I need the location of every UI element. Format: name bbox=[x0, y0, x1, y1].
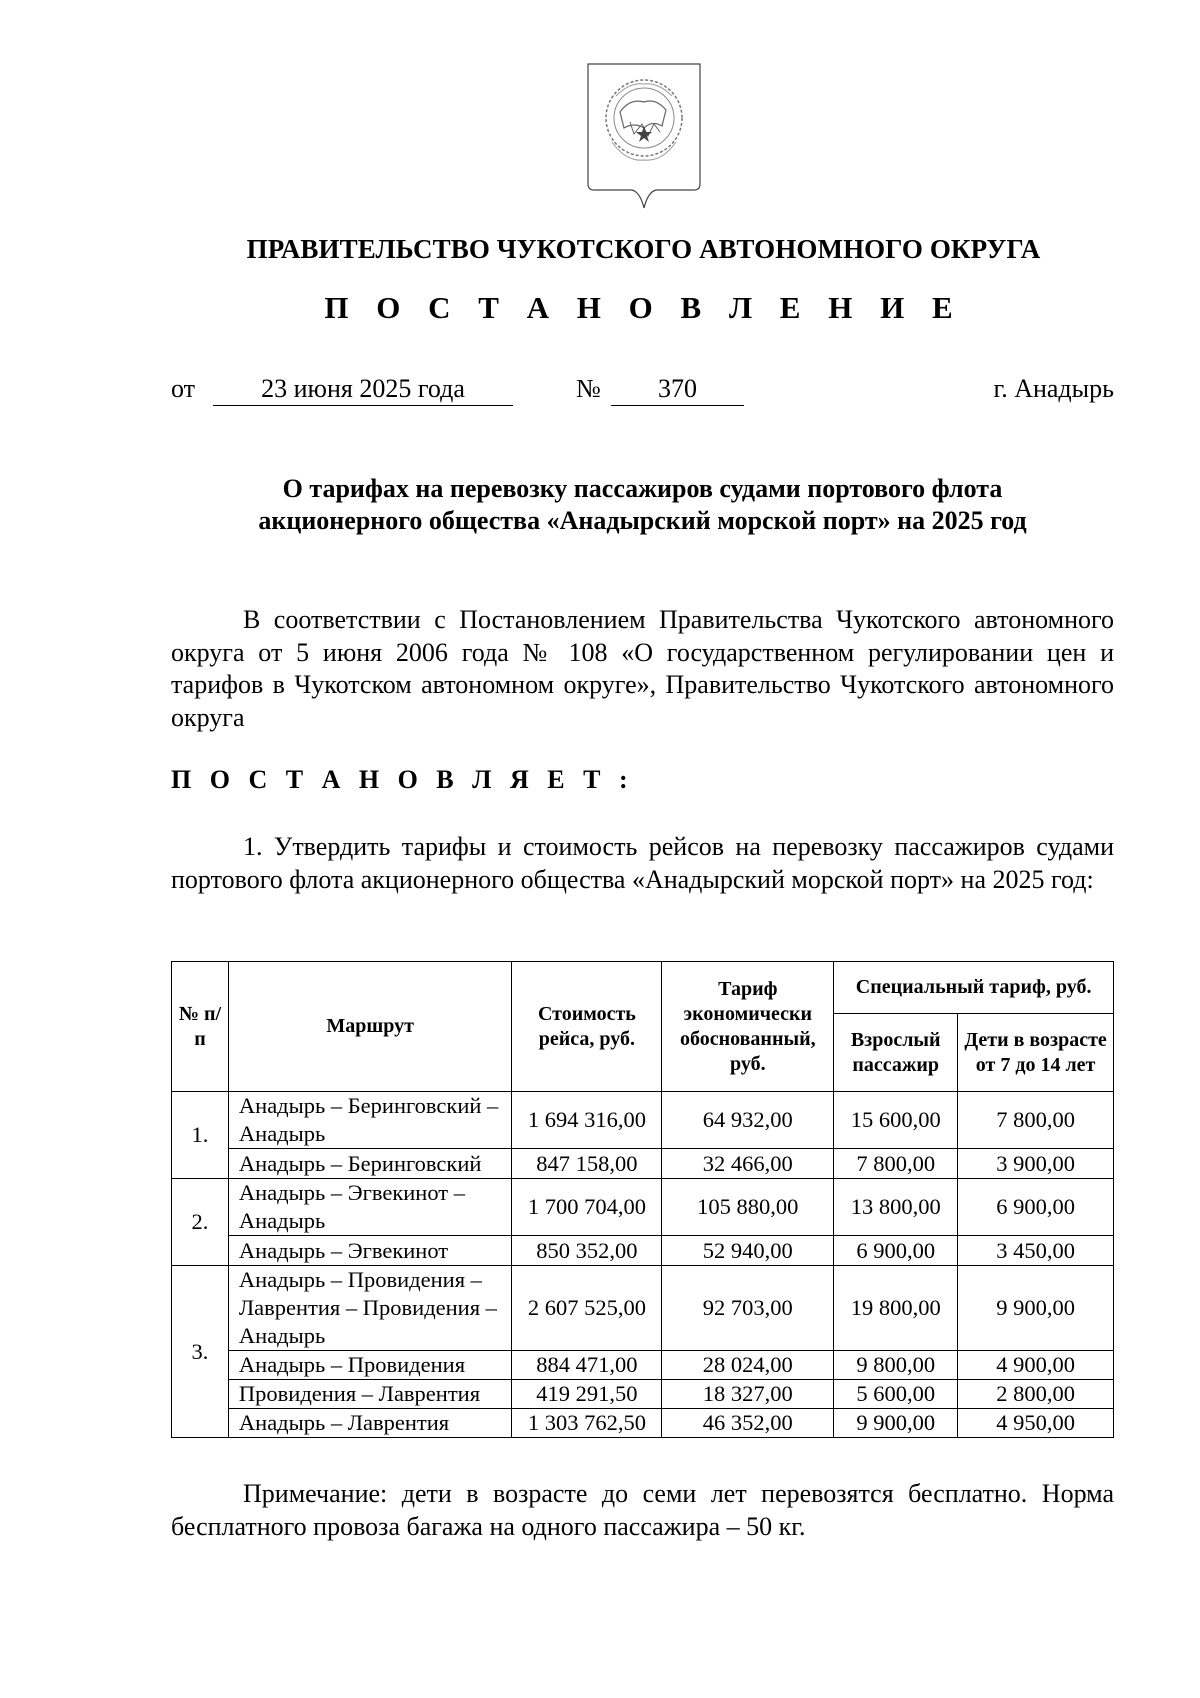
table-row bbox=[172, 1092, 1114, 1149]
document-date: 23 июня 2025 года bbox=[213, 374, 513, 406]
date-number-line bbox=[171, 374, 1114, 414]
organization-name: ПРАВИТЕЛЬСТВО ЧУКОТСКОГО АВТОНОМНОГО ОКРУГА bbox=[246, 234, 1041, 264]
children-cell: 9 900,00 bbox=[958, 1266, 1114, 1351]
adult-cell: 5 600,00 bbox=[834, 1380, 958, 1409]
trip-cost-cell: 1 694 316,00 bbox=[512, 1092, 662, 1149]
header-children: Дети в возрасте от 7 до 14 лет bbox=[958, 1014, 1114, 1092]
tariff-cell: 52 940,00 bbox=[662, 1236, 834, 1266]
children-cell: 4 950,00 bbox=[958, 1409, 1114, 1438]
trip-cost-cell: 850 352,00 bbox=[512, 1236, 662, 1266]
adult-cell: 19 800,00 bbox=[834, 1266, 958, 1351]
header-tariff: Тариф экономически обоснованный, руб. bbox=[662, 962, 834, 1092]
route-cell: Анадырь – Беринговский bbox=[228, 1149, 512, 1179]
header-num: № п/п bbox=[172, 962, 229, 1092]
tariff-cell: 105 880,00 bbox=[662, 1179, 834, 1236]
trip-cost-cell: 884 471,00 bbox=[512, 1351, 662, 1380]
trip-cost-cell: 1 303 762,50 bbox=[512, 1409, 662, 1438]
table-row bbox=[172, 1409, 1114, 1438]
document-city: г. Анадырь bbox=[993, 374, 1114, 403]
adult-cell: 9 800,00 bbox=[834, 1351, 958, 1380]
subject-line-1: О тарифах на перевозку пассажиров судами портового флота bbox=[282, 474, 1003, 503]
table-row bbox=[172, 1149, 1114, 1179]
adult-cell: 13 800,00 bbox=[834, 1179, 958, 1236]
adult-cell: 6 900,00 bbox=[834, 1236, 958, 1266]
route-cell: Анадырь – Провидения – Лаврентия – Провидения – Анадырь bbox=[228, 1266, 512, 1351]
date-prefix: от bbox=[171, 374, 196, 403]
children-cell: 2 800,00 bbox=[958, 1380, 1114, 1409]
coat-of-arms-emblem bbox=[586, 62, 702, 210]
number-prefix: № bbox=[576, 374, 601, 403]
header-special: Специальный тариф, руб. bbox=[834, 962, 1114, 1014]
adult-cell: 9 900,00 bbox=[834, 1409, 958, 1438]
table-row bbox=[172, 1179, 1114, 1236]
trip-cost-cell: 2 607 525,00 bbox=[512, 1266, 662, 1351]
route-cell: Анадырь – Лаврентия bbox=[228, 1409, 512, 1438]
table-row bbox=[172, 1351, 1114, 1380]
tariffs-table bbox=[171, 961, 1114, 1438]
item-1-paragraph: 1. Утвердить тарифы и стоимость рейсов на перевозку пассажиров судами портового флота акционерного общества «Анадырский морской порт» на 2025 год: bbox=[171, 832, 1114, 894]
table-row bbox=[172, 1236, 1114, 1266]
tariff-cell: 46 352,00 bbox=[662, 1409, 834, 1438]
row-num: 2. bbox=[172, 1179, 229, 1266]
document-subject bbox=[171, 473, 1114, 537]
route-cell: Провидения – Лаврентия bbox=[228, 1380, 512, 1409]
route-cell: Анадырь – Провидения bbox=[228, 1351, 512, 1380]
tariff-cell: 28 024,00 bbox=[662, 1351, 834, 1380]
children-cell: 3 450,00 bbox=[958, 1236, 1114, 1266]
resolves-heading: П О С Т А Н О В Л Я Е Т : bbox=[171, 765, 634, 794]
header-adult: Взрослый пассажир bbox=[834, 1014, 958, 1092]
trip-cost-cell: 1 700 704,00 bbox=[512, 1179, 662, 1236]
document-number: 370 bbox=[611, 374, 744, 406]
tariff-cell: 32 466,00 bbox=[662, 1149, 834, 1179]
children-cell: 6 900,00 bbox=[958, 1179, 1114, 1236]
route-cell: Анадырь – Эгвекинот – Анадырь bbox=[228, 1179, 512, 1236]
tariff-cell: 64 932,00 bbox=[662, 1092, 834, 1149]
route-cell: Анадырь – Беринговский – Анадырь bbox=[228, 1092, 512, 1149]
route-cell: Анадырь – Эгвекинот bbox=[228, 1236, 512, 1266]
tariff-cell: 92 703,00 bbox=[662, 1266, 834, 1351]
table-row bbox=[172, 1380, 1114, 1409]
preamble-paragraph: В соответствии с Постановлением Правительства Чукотского автономного округа от 5 июня 2006 года № 108 «О государственном регулировании цен и тарифов в Чукотском автономном округе», Правительство Чукотского автономного округа bbox=[171, 605, 1114, 732]
adult-cell: 15 600,00 bbox=[834, 1092, 958, 1149]
children-cell: 4 900,00 bbox=[958, 1351, 1114, 1380]
note-paragraph: Примечание: дети в возрасте до семи лет перевозятся бесплатно. Норма бесплатного провоза багажа на одного пассажира – 50 кг. bbox=[171, 1479, 1114, 1541]
table-row bbox=[172, 1266, 1114, 1351]
row-num: 3. bbox=[172, 1266, 229, 1438]
header-route: Маршрут bbox=[228, 962, 512, 1092]
children-cell: 3 900,00 bbox=[958, 1149, 1114, 1179]
subject-line-2: акционерного общества «Анадырский морской порт» на 2025 год bbox=[258, 506, 1027, 535]
adult-cell: 7 800,00 bbox=[834, 1149, 958, 1179]
children-cell: 7 800,00 bbox=[958, 1092, 1114, 1149]
trip-cost-cell: 847 158,00 bbox=[512, 1149, 662, 1179]
header-trip-cost: Стоимость рейса, руб. bbox=[512, 962, 662, 1092]
row-num: 1. bbox=[172, 1092, 229, 1179]
document-type: П О С Т А Н О В Л Е Н И Е bbox=[324, 290, 963, 325]
trip-cost-cell: 419 291,50 bbox=[512, 1380, 662, 1409]
tariff-cell: 18 327,00 bbox=[662, 1380, 834, 1409]
